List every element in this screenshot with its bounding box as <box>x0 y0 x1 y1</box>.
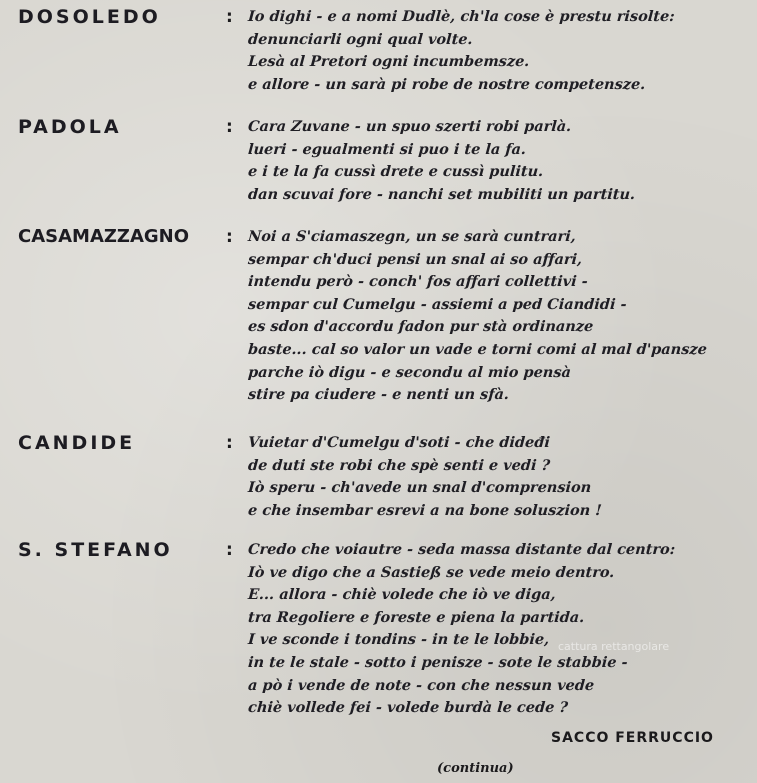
verse-line: stire pa ciudere - e nenti un sfà. <box>247 386 510 404</box>
speaker-colon: : <box>226 540 233 560</box>
verse-line: sempar ch'duci pensi un snal ai so affari, <box>247 250 583 268</box>
continued-note: (continua) <box>437 761 514 776</box>
verse-line: lueri - egualmenti si puo i te la fa. <box>247 140 527 158</box>
verse-line: parche iò digu - e secondu al mio pensà <box>247 363 572 381</box>
verse-line: dan scuvai fore - nanchi set mubiliti un partitu. <box>247 185 636 203</box>
verse-line: a pò i vende de note - con che nessun vede <box>247 676 595 694</box>
verse-block <box>248 432 602 522</box>
verse-line: e che insembar esrevi a na bone soluszion ! <box>247 501 603 519</box>
speaker-colon: : <box>226 433 233 453</box>
author-signature: SACCO FERRUCCIO <box>551 730 714 746</box>
verse-line: e i te la fa cussì drete e cussì pulitu. <box>247 163 544 181</box>
speaker-colon: : <box>226 227 233 247</box>
verse-line: es sdon d'accordu fadon pur stà ordinanze <box>247 318 594 336</box>
verse-block <box>248 6 675 96</box>
verse-line: in te le stale - sotto i penisze - sote le stabbie - <box>247 653 629 671</box>
verse-line: de duti ste robi che spè senti e vedi ? <box>247 456 551 474</box>
verse-block <box>248 226 707 407</box>
verse-line: Lesà al Pretori ogni incumbemsze. <box>247 53 531 71</box>
speaker-colon: : <box>226 117 233 137</box>
verse-line: E... allora - chiè volede che iò ve diga, <box>247 586 557 604</box>
speaker-name: PADOLA <box>18 116 122 138</box>
verse-line: Vuietar d'Cumelgu d'soti - che dideđi <box>247 434 551 451</box>
speaker-name: CANDIDE <box>18 432 136 454</box>
verse-line: denunciarli ogni qual volte. <box>247 30 474 48</box>
verse-line: Cara Zuvane - un spuo szerti robi parlà. <box>247 118 572 135</box>
verse-line: Iò speru - ch'avede un snal d'comprension <box>247 479 592 497</box>
verse-line: chiè vollede fei - volede burdà le cede ? <box>247 699 569 717</box>
verse-block <box>248 539 675 720</box>
verse-line: intendu però - conch' fos affari collettivi - <box>247 273 589 291</box>
verse-line: sempar cul Cumelgu - assiemi a ped Ciandidi - <box>247 295 628 313</box>
verse-line: Io dighi - e a nomi Dudlè, ch'la cose è prestu risolte: <box>247 8 676 25</box>
verse-line: e allore - un sarà pi robe de nostre competensze. <box>247 75 646 93</box>
speaker-name: CASAMAZZAGNO <box>18 226 190 247</box>
verse-line: Iò ve digo che a Sastieß se vede meio dentro. <box>247 563 615 581</box>
speaker-name: DOSOLEDO <box>18 6 161 28</box>
verse-line: I ve sconde i tondins - in te le lobbie, <box>247 631 550 649</box>
verse-line: Noi a S'ciamaszegn, un se sarà cuntrari, <box>247 228 577 245</box>
speaker-colon: : <box>226 7 233 27</box>
watermark-text: cattura rettangolare <box>558 640 670 653</box>
verse-line: tra Regoliere e foreste e piena la partida. <box>247 608 585 626</box>
speaker-name: S. STEFANO <box>18 539 173 561</box>
verse-line: Credo che voiautre - seda massa distante dal centro: <box>247 541 676 558</box>
verse-line: baste... cal so valor un vade e torni comi al mal d'pansze <box>247 340 708 358</box>
verse-block <box>248 116 635 206</box>
